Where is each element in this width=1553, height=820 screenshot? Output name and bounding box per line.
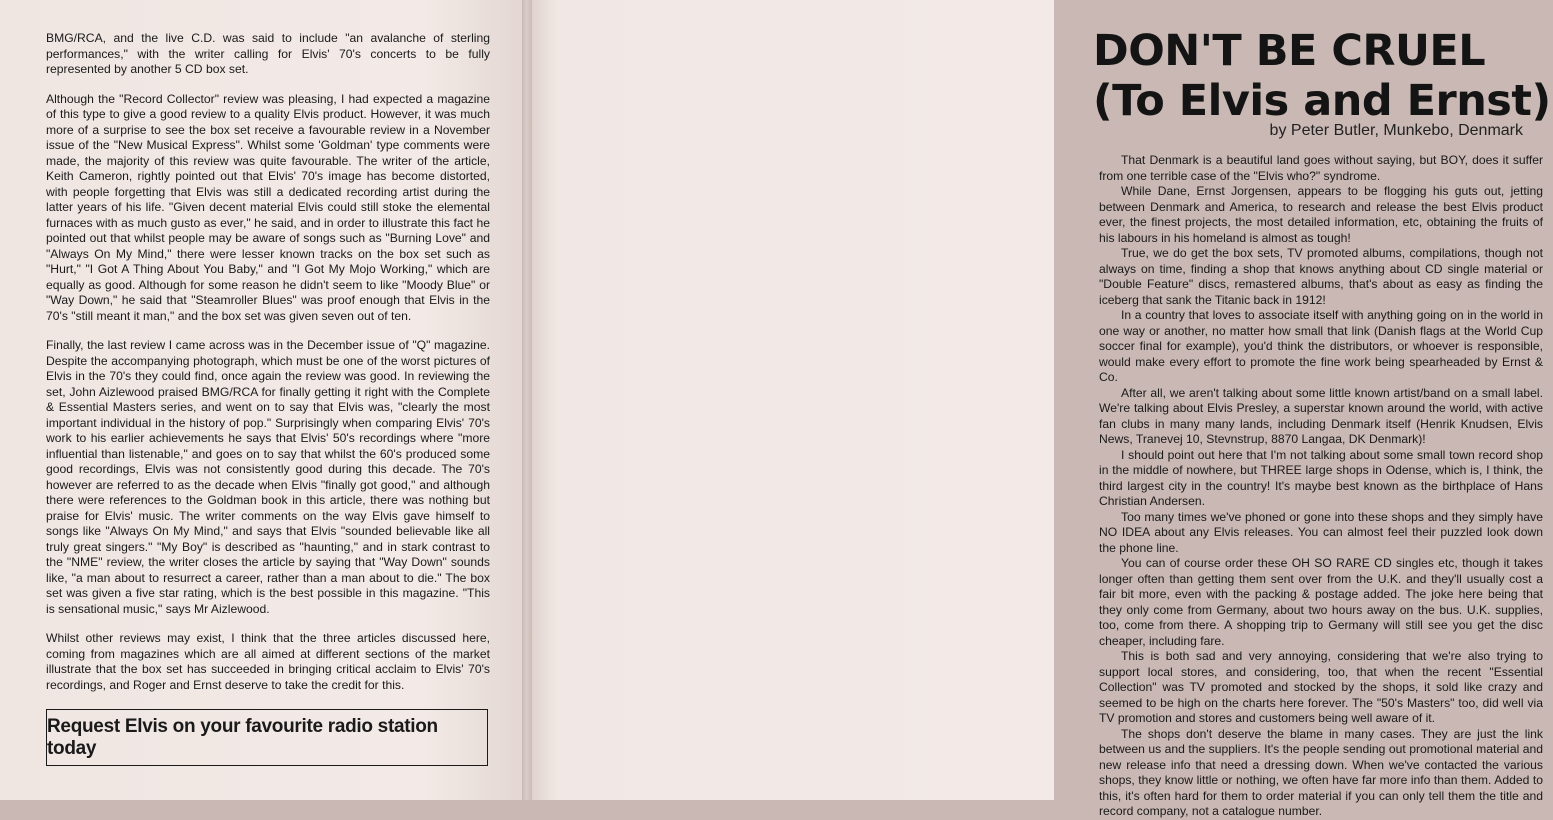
right-paragraph-3: True, we do get the box sets, TV promoted albums, compilations, though not always on time, finding a shop that knows anything about CD single material or "Double Feature" discs, remastered albums, that's about as easy as finding the iceberg that sank the Titanic back in 1912!: [1099, 246, 1543, 307]
left-paragraph-1: BMG/RCA, and the live C.D. was said to include "an avalanche of sterling performances," with the writer calling for Elvis' 70's concerts to be fully represented by another 5 CD box set.: [46, 31, 490, 76]
right-paragraph-9: This is both sad and very annoying, considering that we're also trying to support local stores, and considering, too, that when the recent "Essential Collection" was TV promoted and stocked by the shops, it sold like crazy and seemed to be high on the charts here forever. The "50's Masters" too, did well via TV promotion and stores and customers being well aware of it.: [1099, 649, 1543, 725]
article-title: [1093, 26, 1553, 126]
right-paragraph-6: I should point out here that I'm not talking about some small town record shop in the middle of nowhere, but THREE large shops in Odense, which is, I think, the third largest city in the country! It's maybe best known as the birthplace of Hans Christian Andersen.: [1099, 447, 1543, 508]
article-title-line-2: (To Elvis and Ernst): [1093, 76, 1551, 126]
right-paragraph-4: In a country that loves to associate itself with anything going on in the world in one way or another, no matter how small that link (Danish flags at the World Cup soccer final for example), you'd think the distributors, or whoever is responsible, would make every effort to promote the fine work being spearheaded by Ernst & Co.: [1099, 308, 1543, 384]
right-article-column: [1099, 153, 1543, 820]
left-paragraph-2: Although the "Record Collector" review was pleasing, I had expected a magazine of this type to give a good review to a quality Elvis product. However, it was much more of a surprise to see the box set receive a favourable review in a November issue of the "New Musical Express". Whilst some 'Goldman' type comments were made, the majority of this review was quite favourable. The writer of the article, Keith Cameron, rightly pointed out that Elvis' 70's image has become distorted, with people forgetting that Elvis was still a dedicated recording artist during the latter years of his life. "Given decent material Elvis could still stoke the elemental furnaces with as much gusto as ever," he said, and in order to illustrate this fact he pointed out that whilst people may be aware of songs such as "Burning Love" and "Always On My Mind," there were lesser known tracks on the box set such as "Hurt," "I Got A Thing About You Baby," and "I Got My Mojo Working," which are equally as good. Although for some reason he didn't seem to like "Moody Blue" or "Way Down," he said that "Steamroller Blues" was proof enough that Elvis in the 70's "still meant it man," and the box set was given seven out of ten.: [46, 91, 490, 323]
right-paragraph-1: That Denmark is a beautiful land goes without saying, but BOY, does it suffer from one terrible case of the "Elvis who?" syndrome.: [1099, 153, 1543, 183]
right-paragraph-7: Too many times we've phoned or gone into these shops and they simply have NO IDEA about any Elvis releases. You can almost feel their puzzled look down the phone line.: [1099, 509, 1543, 555]
article-title-line-1: DON'T BE CRUEL: [1093, 26, 1486, 76]
right-paragraph-5: After all, we aren't talking about some little known artist/band on a small label. We're talking about Elvis Presley, a superstar known around the world, with active fan clubs in many many lands, including Denmark itself (Henrik Knudsen, Elvis News, Tranevej 10, Stevnstrup, 8870 Langaa, DK Denmark)!: [1099, 385, 1543, 446]
article-byline: by Peter Butler, Munkebo, Denmark: [1269, 122, 1523, 139]
right-page: [527, 0, 1551, 818]
right-paragraph-10: The shops don't deserve the blame in many cases. They are just the link between us and the suppliers. It's the people sending out promotional material and new release info that need a dressing down. When we've contacted the various shops, they know little or nothing, we often have far more info than them. Added to this, it's often hard for them to order material if you can only tell them the title and record company, not a catalogue number.: [1099, 726, 1543, 818]
left-page: [0, 0, 527, 800]
left-paragraph-4: Whilst other reviews may exist, I think that the three articles discussed here, coming from magazines which are all aimed at different sections of the market illustrate that the box set has succeeded in bringing critical acclaim to Elvis' 70's recordings, and Roger and Ernst deserve to take the credit for this.: [46, 631, 490, 692]
left-article-column: [46, 31, 490, 707]
radio-request-banner: Request Elvis on your favourite radio station today: [46, 709, 488, 766]
left-paragraph-3: Finally, the last review I came across was in the December issue of "Q" magazine. Despite the accompanying photograph, which must be one of the worst pictures of Elvis in the 70's they could find, once again the review was good. In reviewing the set, John Aizlewood praised BMG/RCA for finally getting it right with the Complete & Essential Masters series, and went on to say that Elvis was, "clearly the most important individual in the history of pop." Surprisingly when comparing Elvis' 70's work to his earlier achievements he says that Elvis' 50's recordings where "more influential than listenable," and goes on to say that whilst the 60's produced some good recordings, Elvis was not consistently good during this decade. The 70's however are referred to as the decade when Elvis "finally got good," and although there were references to the Goldman book in this article, there was nothing but praise for Elvis' music. The writer comments on the way Elvis gave himself to songs like "Always On My Mind," and says that Elvis "sounded believable like all truly great singers." "My Boy" is described as "haunting," and in stark contrast to the "NME" review, the writer closes the article by saying that "Way Down" sounds like, "a man about to resurrect a career, rather than a man about to die." The box set was given a five star rating, which is the best possible in this magazine. "This is sensational music," says Mr Aizlewood.: [46, 338, 490, 616]
right-paragraph-2: While Dane, Ernst Jorgensen, appears to be flogging his guts out, jetting between Denmark and America, to research and release the best Elvis product ever, the finest projects, the most detailed information, etc, obtaining the fruits of his labours in his homeland is almost as tough!: [1099, 184, 1543, 245]
right-paragraph-8: You can of course order these OH SO RARE CD singles etc, though it takes longer often than getting them sent over from the U.K. and they'll usually cost a fair bit more, even with the packing & postage added. The joke here being that they only come from Germany, about two hours away on the bus. U.K. supplies, too, come from there. A shopping trip to Germany will still see you get the disc cheaper, including fare.: [1099, 556, 1543, 648]
